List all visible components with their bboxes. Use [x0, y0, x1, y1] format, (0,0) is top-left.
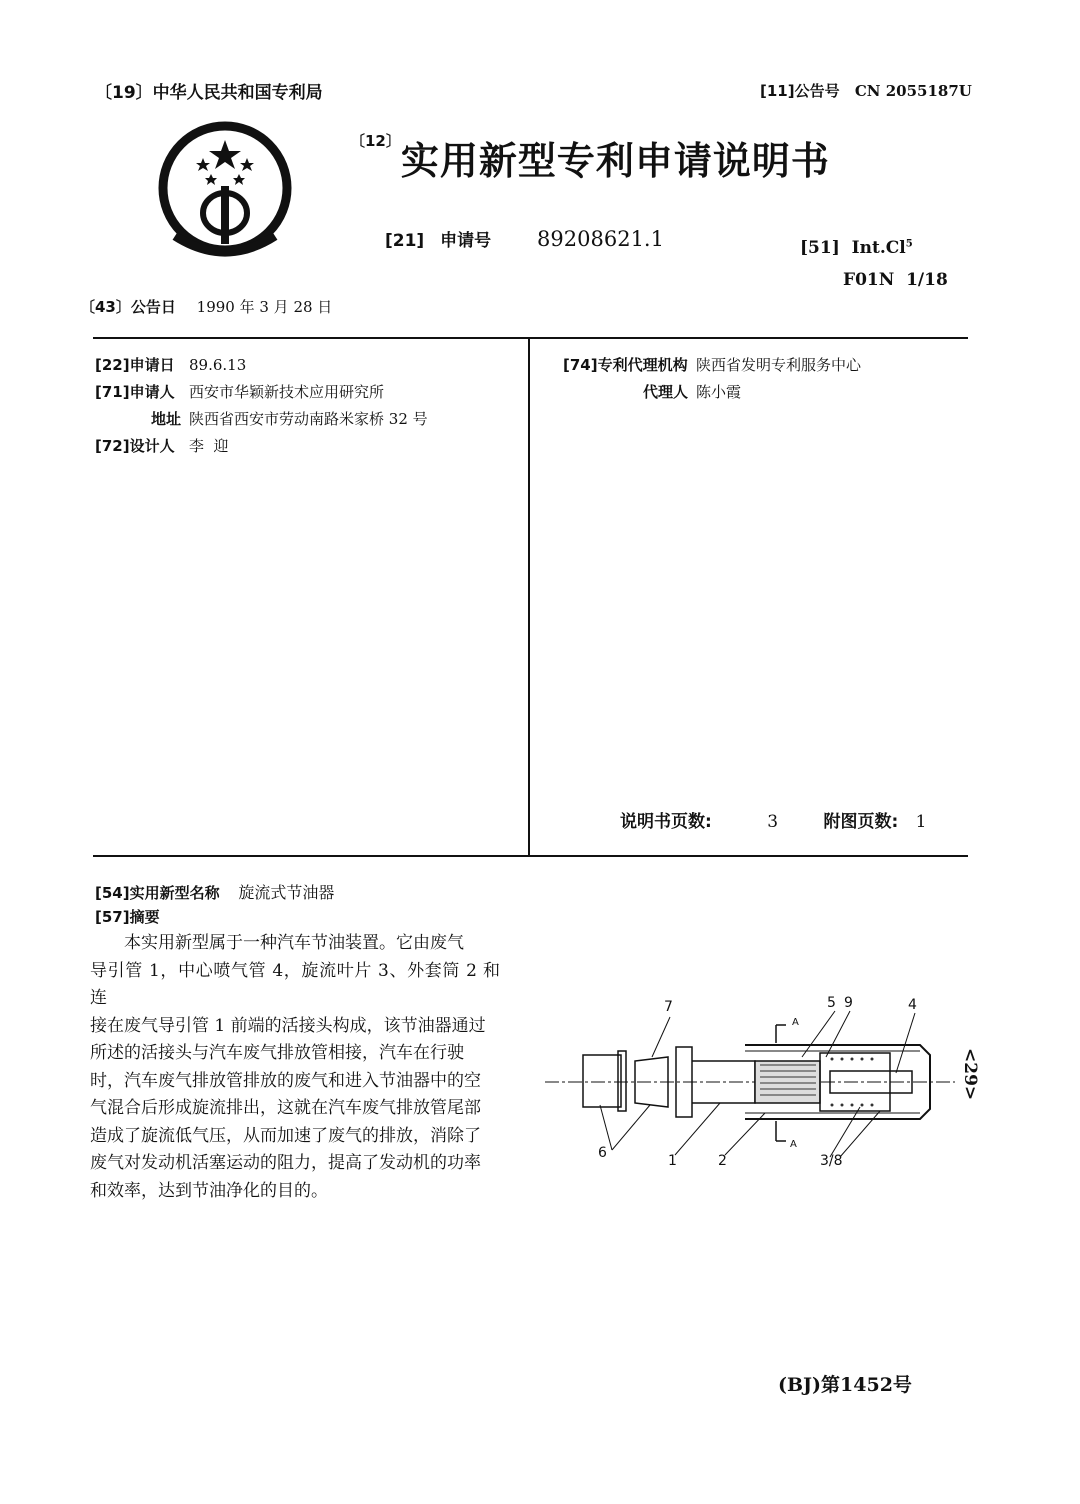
document-title	[350, 130, 830, 185]
label-9: 9	[844, 995, 853, 1011]
fig-pages-value: 1	[915, 812, 927, 832]
label-5: 5	[827, 995, 836, 1011]
label-2: 2	[718, 1153, 727, 1169]
field-value: 陈小霞	[696, 383, 742, 401]
abstract-line: 和效率，达到节油净化的目的。	[90, 1180, 328, 1201]
fig-pages-label: 附图页数:	[823, 812, 899, 832]
class-label: Int.Cl	[851, 238, 906, 258]
field-key: 地址	[150, 410, 181, 428]
issuer-code: 〔19〕	[95, 83, 153, 103]
app-label: 申请号	[440, 231, 492, 251]
field-value: 陕西省发明专利服务中心	[696, 356, 862, 374]
abstract-line: 本实用新型属于一种汽车节油装置。它由废气	[124, 933, 464, 953]
top-rule	[93, 337, 968, 339]
address-field	[95, 408, 428, 429]
class-code: [51]	[800, 238, 840, 258]
pub-code: [11]公告号	[760, 82, 840, 100]
pub-date-value: 1990 年 3 月 28 日	[196, 298, 333, 316]
label-4: 4	[908, 997, 917, 1013]
coupler-part	[583, 1055, 621, 1107]
field-value: 西安市华颖新技术应用研究所	[189, 383, 385, 401]
title-text: 实用新型专利申请说明书	[400, 139, 830, 183]
page-counts	[620, 807, 927, 832]
pub-number: CN 2055187U	[854, 82, 972, 100]
label-1: 1	[668, 1153, 677, 1169]
utility-name	[95, 880, 334, 903]
title-code: 〔12〕	[350, 132, 401, 150]
emblem-logo	[155, 118, 295, 258]
column-divider	[528, 337, 530, 857]
field-key: [74]专利代理机构	[563, 356, 688, 374]
swirl-vanes	[755, 1061, 820, 1103]
abstract-body	[90, 930, 500, 1205]
agent-field	[563, 381, 741, 402]
publication-date	[80, 296, 332, 317]
desc-pages-label: 说明书页数:	[620, 812, 712, 832]
label-3-8: 3/8	[820, 1153, 843, 1169]
abstract-line: 时，汽车废气排放管排放的废气和进入节油器中的空	[90, 1070, 481, 1091]
desc-pages-value: 3	[767, 812, 779, 832]
abstract-line: 气混合后形成旋流排出，这就在汽车废气排放管尾部	[90, 1098, 481, 1118]
field-key: 代理人	[642, 383, 688, 401]
pub-date-code: 〔43〕公告日	[80, 298, 176, 316]
issuer-line	[95, 78, 323, 103]
label-a-bottom: A	[790, 1139, 797, 1150]
field-key: [71]申请人	[95, 383, 175, 401]
class-value: F01N 1/18	[843, 270, 948, 290]
abstract-heading-text: [57]摘要	[95, 908, 160, 926]
label-a-top: A	[792, 1017, 799, 1028]
bottom-rule	[93, 855, 968, 857]
field-value: 陕西省西安市劳动南路米家桥 32 号	[189, 410, 428, 428]
field-key: [22]申请日	[95, 356, 175, 374]
issuer: 中华人民共和国专利局	[152, 83, 323, 103]
app-number: 89208621.1	[537, 227, 664, 251]
applicant-field	[95, 381, 384, 402]
publication-number	[760, 80, 972, 101]
field-key: [72]设计人	[95, 437, 175, 455]
utility-name-code: [54]实用新型名称	[95, 884, 220, 902]
utility-name-value: 旋流式节油器	[238, 883, 335, 902]
abstract-heading	[95, 906, 160, 927]
abstract-line: 导引管 1，中心喷气管 4，旋流叶片 3、外套筒 2 和连	[90, 960, 500, 1008]
label-6: 6	[598, 1145, 607, 1161]
app-code: [21]	[385, 231, 425, 251]
filing-date-field	[95, 354, 246, 375]
designer-field	[95, 435, 229, 456]
abstract-line: 接在废气导引管 1 前端的活接头构成，该节油器通过	[90, 1015, 486, 1036]
label-7: 7	[664, 999, 673, 1015]
abstract-line: 废气对发动机活塞运动的阻力，提高了发动机的功率	[90, 1153, 481, 1173]
agency-field	[563, 354, 861, 375]
field-value: 李 迎	[189, 437, 229, 455]
abstract-line: 所述的活接头与汽车废气排放管相接，汽车在行驶	[90, 1043, 464, 1063]
field-value: 89.6.13	[189, 356, 247, 374]
abstract-line: 造成了旋流低气压，从而加速了废气的排放，消除了	[90, 1125, 481, 1146]
application-number	[385, 226, 664, 251]
device-drawing	[540, 995, 960, 1175]
class-sup: 5	[905, 238, 913, 250]
classification	[800, 238, 913, 258]
side-page-number: <29>	[960, 1048, 980, 1101]
footer-code: (BJ)第1452号	[778, 1374, 912, 1396]
